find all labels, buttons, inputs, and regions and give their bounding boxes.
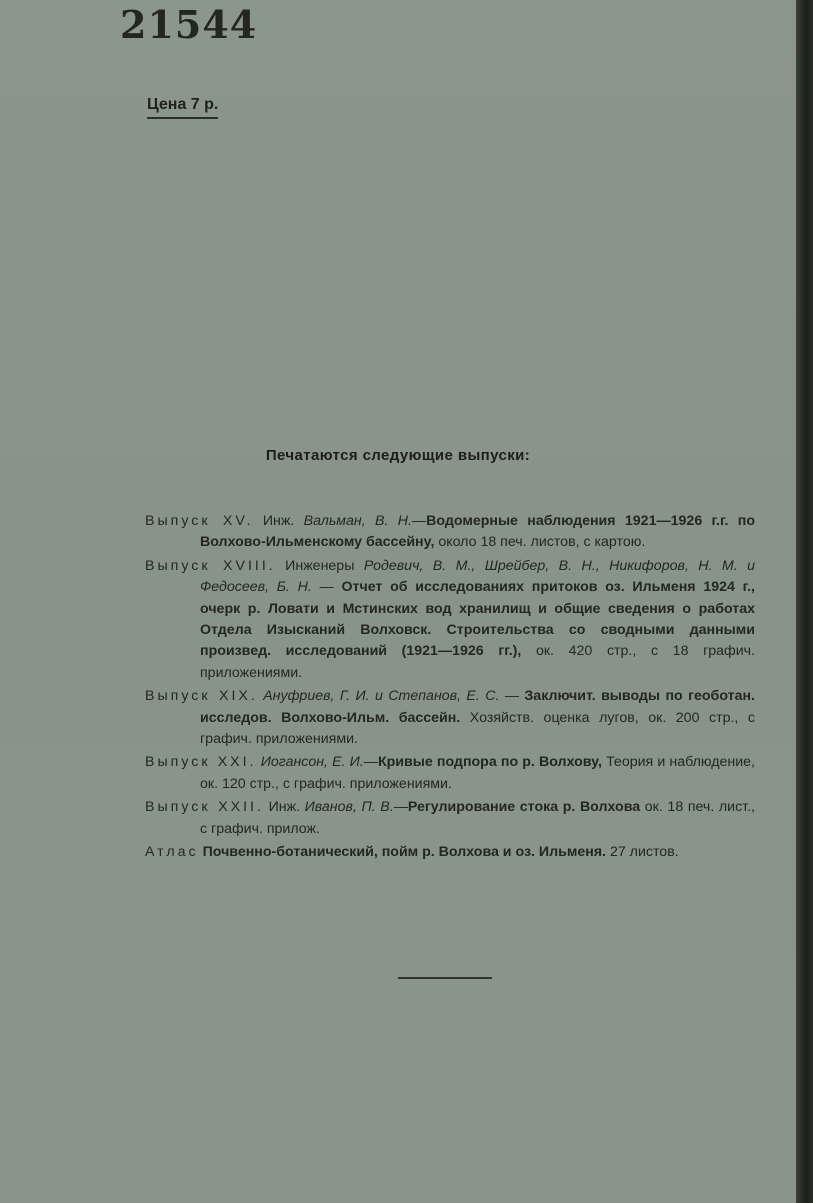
price-label: Цена 7 р. [147, 96, 218, 119]
inventory-stamp-number: 21544 [120, 2, 258, 47]
list-item: Выпуск XV. Инж. Вальман, В. Н.—Водомерные наблюдения 1921—1926 г.г. по Волхово-Ильменскому бассейну, около 18 печ. листов, с картою. [145, 513, 755, 551]
list-item: Атлас Почвенно-ботанический, пойм р. Волхова и оз. Ильменя. 27 листов. [145, 844, 679, 861]
announcement-heading: Печатаются следующие выпуски: [265, 447, 531, 464]
list-item: Выпуск XVIII. Инженеры Родевич, В. М., Шрейбер, В. Н., Никифоров, Н. М. и Федосеев, Б. Н. — Отчет об исследованиях притоков оз. Ильменя 1924 г., очерк р. Ловати и Мстинских вод хранилищ и общие сведения о работах Отдела Изысканий Волховск. Строительства со сводными данными произвед. исследований (1921—1926 гг.), ок. 420 стр., с 18 графич. приложениями. [145, 557, 755, 681]
page-edge-shadow [796, 0, 813, 1203]
list-item: Выпуск XXI. Иогансон, Е. И.—Кривые подпора по р. Волхову, Теория и наблюдение, ок. 120 стр., с графич. приложениями. [145, 754, 756, 792]
list-item: Выпуск XIX. Ануфриев, Г. И. и Степанов, Е. С. — Заключит. выводы по геоботан. исследов. Волхово-Ильм. бассейн. Хозяйств. оценка лугов, ок. 200 стр., с графич. приложениями. [145, 688, 755, 748]
closing-rule [398, 977, 492, 979]
publication-list [145, 511, 755, 866]
list-item: Выпуск XXII. Инж. Иванов, П. В.—Регулирование стока р. Волхова ок. 18 печ. лист., с графич. прилож. [145, 799, 755, 837]
